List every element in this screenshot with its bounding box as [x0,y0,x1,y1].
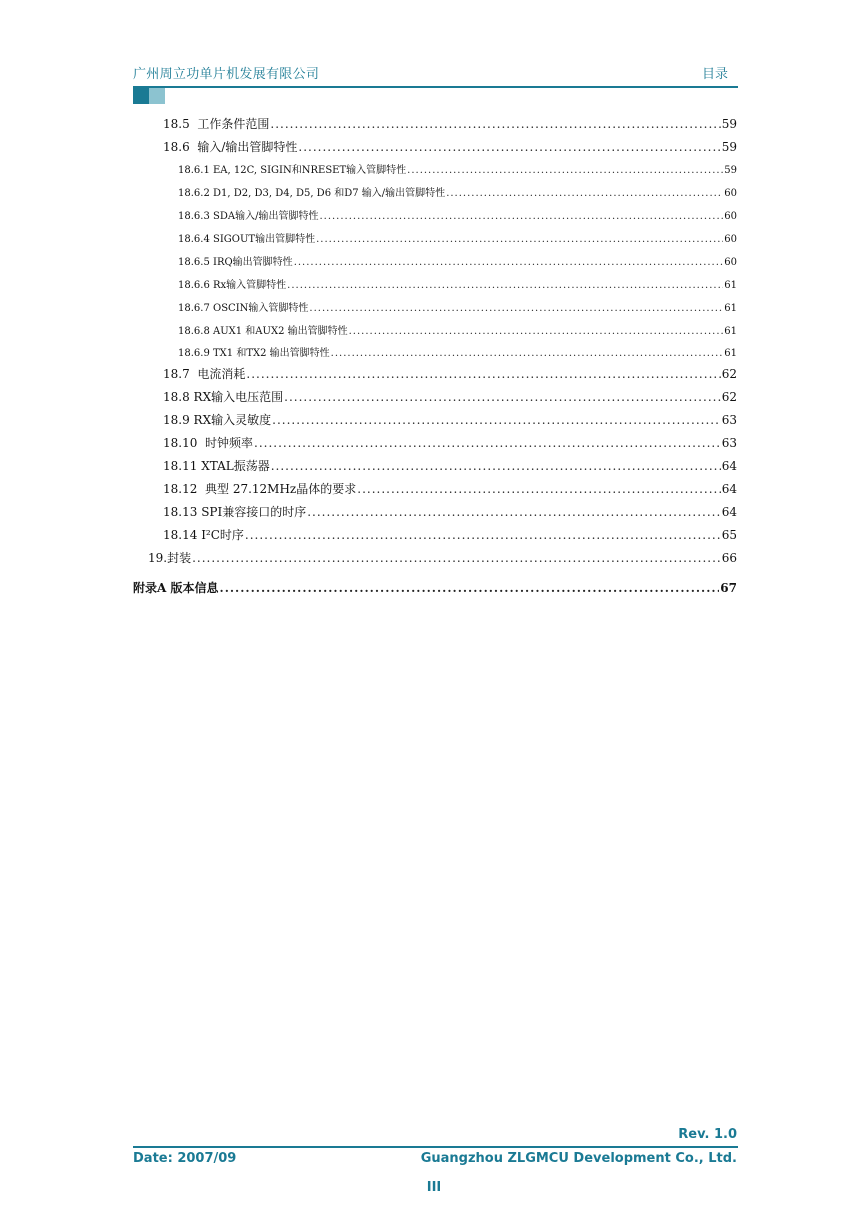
toc-entry-18-8[interactable]: 18.8 RX输入电压范围 ..... 62 [163,388,737,405]
toc-entry-18-6-9[interactable]: 18.6.9 TX1 和TX2 输出管脚特性 ..... 61 [178,344,737,359]
toc-entry-18-6-6[interactable]: 18.6.6 Rx输入管脚特性 ..... 61 [178,276,737,291]
toc-entry-18-6-1[interactable]: 18.6.1 EA, 12C, SIGIN和NRESET输入管脚特性 ..... 59 [178,161,737,176]
toc-entry-18-6-7[interactable]: 18.6.7 OSCIN输入管脚特性 ..... 61 [178,299,737,314]
toc-entry-18-10[interactable]: 18.10 时钟频率 ..... 63 [163,434,737,451]
date-label: Date: 2007/09 [133,1151,237,1166]
header-square-dark [133,88,149,104]
page-number: III [426,1180,442,1195]
header-square-light [149,88,165,104]
toc-entry-18-13[interactable]: 18.13 SPI兼容接口的时序 ..... 64 [163,503,737,520]
toc-entry-appendix-a[interactable]: 附录A 版本信息 ..... 67 [133,579,737,596]
toc-entry-18-6-3[interactable]: 18.6.3 SDA输入/输出管脚特性 ..... 60 [178,207,737,222]
toc-entry-18-6-8[interactable]: 18.6.8 AUX1 和AUX2 输出管脚特性 ..... 61 [178,322,737,337]
footer-company: Guangzhou ZLGMCU Development Co., Ltd. [420,1151,737,1166]
toc-entry-18-6-5[interactable]: 18.6.5 IRQ输出管脚特性 ..... 60 [178,253,737,268]
revision-label: Rev. 1.0 [678,1127,737,1142]
toc-entry-18-5[interactable]: 18.5 工作条件范围 ..... 59 [163,115,737,132]
toc-entry-18-6-2[interactable]: 18.6.2 D1, D2, D3, D4, D5, D6 和D7 输入/输出管脚特性 ..... 60 [178,184,737,199]
toc-entry-18-11[interactable]: 18.11 XTAL振荡器 ..... 64 [163,457,737,474]
toc-entry-18-7[interactable]: 18.7 电流消耗 ..... 62 [163,365,737,382]
footer-rule [133,1146,738,1148]
toc-entry-18-6[interactable]: 18.6 输入/输出管脚特性 ..... 59 [163,138,737,155]
toc-entry-18-6-4[interactable]: 18.6.4 SIGOUT输出管脚特性 ..... 60 [178,230,737,245]
header-company: 广州周立功单片机发展有限公司 [133,67,320,82]
header-rule [133,86,738,88]
toc-entry-18-14[interactable]: 18.14 I²C时序 ..... 65 [163,526,737,543]
toc-entry-18-12[interactable]: 18.12 典型 27.12MHz晶体的要求 ..... 64 [163,480,737,497]
toc-entry-19[interactable]: 19.封装 ..... 66 [148,549,737,566]
header-section: 目录 [701,67,728,82]
toc-entry-18-9[interactable]: 18.9 RX输入灵敏度 ..... 63 [163,411,737,428]
